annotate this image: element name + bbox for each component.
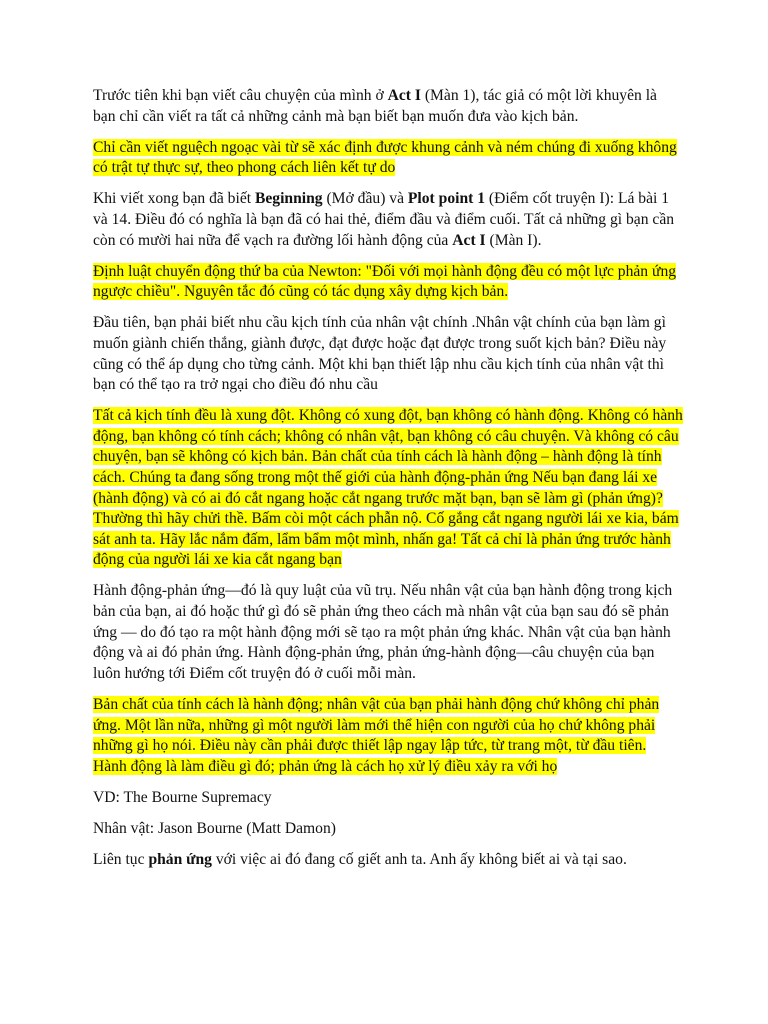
bold-term: Plot point 1 [407, 190, 486, 208]
paragraph-3 [93, 189, 683, 251]
document-page [93, 86, 683, 881]
text-run: Nhân vật: Jason Bourne (Matt Damon) [93, 819, 336, 837]
highlighted-text: Bản chất của tính cách là hành động; nhân vật của bạn phải hành động chứ không chỉ phản ứng. Một lần nữa, những gì một người làm mới thể hiện con người của họ chứ không phải những gì họ nói. Điều này cần phải được thiết lập ngay lập tức, từ trang một, từ đầu tiên. Hành động là làm điều gì đó; phản ứng là cách họ xử lý điều xảy ra với họ [93, 695, 660, 775]
paragraph-4-highlighted [93, 262, 683, 303]
bold-term: Act I [452, 231, 486, 249]
highlighted-text: Định luật chuyển động thứ ba của Newton: "Đối với mọi hành động đều có một lực phản ứng ngược chiều". Nguyên tắc đó cũng có tác dụng xây dựng kịch bản. [93, 262, 677, 301]
text-run: (Màn 1), tác giả có một lời khuyên là bạn chỉ cần viết ra tất cả những cảnh mà bạn biết bạn muốn đưa vào kịch bản. [93, 87, 657, 125]
paragraph-example [93, 788, 683, 809]
paragraph-character [93, 819, 683, 840]
text-run: Hành động-phản ứng—đó là quy luật của vũ trụ. Nếu nhân vật của bạn hành động trong kịch bản của bạn, ai đó hoặc thứ gì đó sẽ phản ứng theo cách mà nhân vật của bạn sau đó sẽ phản ứng — do đó tạo ra một hành động mới sẽ tạo ra một phản ứng khác. Nhân vật của bạn hành động và ai đó phản ứng. Hành động-phản ứng, phản ứng-hành động—câu chuyện của bạn luôn hướng tới Điểm cốt truyện đó ở cuối mỗi màn. [93, 582, 673, 682]
text-run: Khi viết xong bạn đã biết [93, 190, 255, 208]
paragraph-8-highlighted [93, 695, 683, 777]
bold-term: Beginning [254, 190, 323, 208]
text-run: (Màn I). [485, 231, 542, 249]
text-run: Đầu tiên, bạn phải biết nhu cầu kịch tính của nhân vật chính .Nhân vật chính của bạn làm gì muốn giành chiến thắng, giành được, đạt được hoặc đạt được trong suốt kịch bản? Điều này cũng có thể áp dụng cho từng cảnh. Một khi bạn thiết lập nhu cầu kịch tính của nhân vật thì bạn có thể tạo ra trở ngại cho điều đó nhu cầu [93, 314, 667, 394]
paragraph-5 [93, 313, 683, 395]
paragraph-last [93, 850, 683, 871]
text-run: VD: The Bourne Supremacy [93, 788, 272, 806]
text-run: (Mở đầu) và [322, 190, 408, 208]
highlighted-text: Tất cả kịch tính đều là xung đột. Không có xung đột, bạn không có hành động. Không có hành động, bạn không có tính cách; không có nhân vật, bạn không có câu chuyện. Và không có câu chuyện, bạn sẽ không có kịch bản. Bản chất của tính cách là hành động – hành động là tính cách. Chúng ta đang sống trong một thế giới của hành động-phản ứng Nếu bạn đang lái xe (hành động) và có ai đó cắt ngang hoặc cắt ngang trước mặt bạn, bạn sẽ làm gì (phản ứng)? Thường thì hãy chửi thề. Bấm còi một cách phẫn nộ. Cố gắng cắt ngang người lái xe kia, bám sát anh ta. Hãy lắc nắm đấm, lẩm bẩm một mình, nhấn ga! Tất cả chỉ là phản ứng trước hành động của người lái xe kia cắt ngang bạn [93, 407, 683, 569]
bold-term: Act I [387, 87, 421, 104]
text-run: với việc ai đó đang cố giết anh ta. Anh ấy không biết ai và tại sao. [211, 851, 627, 868]
text-run: Trước tiên khi bạn viết câu chuyện của mình ở [93, 87, 388, 104]
paragraph-7 [93, 581, 683, 684]
text-run: (Điểm cốt truyện I): Lá bài 1 và 14. Điều đó có nghĩa là bạn đã có hai thẻ, điểm đầu và điểm cuối. Tất cả những gì bạn cần còn có mười hai nữa để vạch ra đường lối hành động của [93, 190, 675, 249]
bold-term: phản ứng [148, 851, 212, 868]
paragraph-2-highlighted [93, 138, 683, 179]
text-run: Liên tục [93, 851, 149, 868]
paragraph-1 [93, 86, 683, 127]
highlighted-text: Chỉ cần viết nguệch ngoạc vài từ sẽ xác định được khung cảnh và ném chúng đi xuống không có trật tự thực sự, theo phong cách liên kết tự do [93, 138, 677, 177]
paragraph-6-highlighted [93, 406, 683, 571]
